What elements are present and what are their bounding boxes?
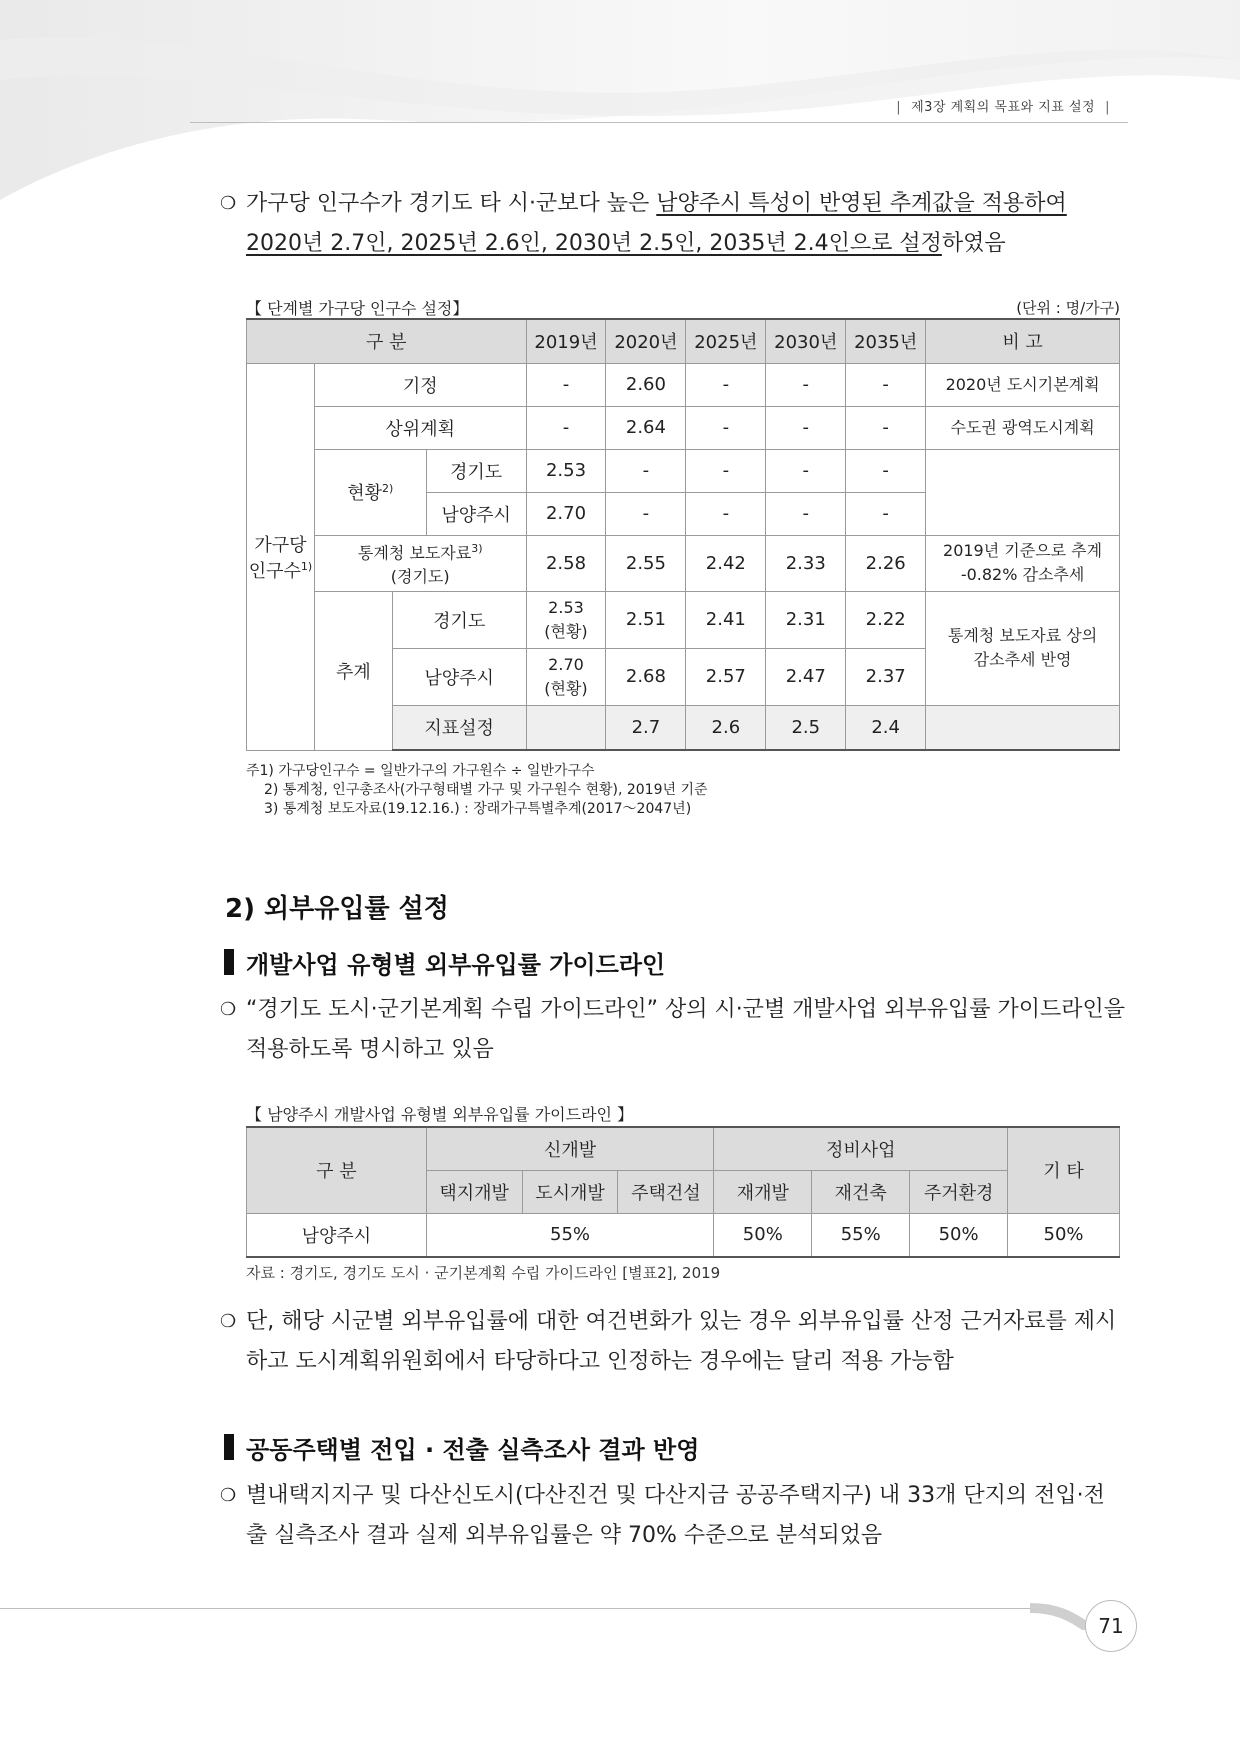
table1-footnotes [246, 762, 708, 819]
table1-header-2020: 2020년 [606, 319, 686, 363]
table2-source: 자료 : 경기도, 경기도 도시 · 군기본계획 수립 가이드라인 [별표2], 2019 [246, 1264, 721, 1282]
intro-tail-text: 하였음 [941, 231, 1006, 256]
table1-header-2030: 2030년 [766, 319, 846, 363]
table-row: 남양주시 2.70 (현황) 2.68 2.57 2.47 2.37 [247, 648, 1120, 705]
table1-header-2035: 2035년 [846, 319, 926, 363]
table1-header-note: 비 고 [926, 319, 1120, 363]
footnote-3: 3) 통계청 보도자료(19.12.16.) : 장래가구특별추계(2017～2047년) [264, 801, 692, 817]
table-row: 상위계획 - 2.64 - - - 수도권 광역도시계획 [247, 406, 1120, 449]
table-row: 통계청 보도자료$^{3)}$ (경기도) 2.58 2.55 2.42 2.33 2.26 2019년 기준으로 추계 -0.82% 감소추세 [247, 535, 1120, 591]
subsection-title-guideline: 개발사업 유형별 외부유입률 가이드라인 [246, 945, 665, 980]
guideline-paragraph: ❍ “경기도 도시·군기본계획 수립 가이드라인” 상의 시·군별 개발사업 외부유입률 가이드라인을 적용하도록 명시하고 있음 [246, 990, 1126, 1070]
inflow-guideline-table: 구 분 신개발 정비사업 기 타 택지개발 도시개발 주택건설 재개발 재건축 주거환경 남양주시 55% 50% 55% 50% 50% [246, 1126, 1120, 1258]
footnote-1: 주1) 가구당인구수 = 일반가구의 가구원수 ÷ 일반가구수 [246, 763, 595, 779]
survey-paragraph: ❍ 별내택지지구 및 다산신도시(다산진건 및 다산지금 공공주택지구) 내 33개 단지의 전입·전출 실측조사 결과 실제 외부유입률은 약 70% 수준으로 분석되었음 [246, 1476, 1126, 1556]
footer-rule [0, 1608, 1060, 1609]
table1-header-2025: 2025년 [686, 319, 766, 363]
table-row: 추계 경기도 2.53 (현황) 2.51 2.41 2.31 2.22 통계청 보도자료 상의 감소추세 반영 [247, 591, 1120, 648]
intro-text: 가구당 인구수가 경기도 타 시·군보다 높은 [246, 191, 657, 216]
chapter-title: 제3장 계획의 목표와 지표 설정 [911, 100, 1096, 115]
table1-unit: (단위 : 명/가구) [1016, 299, 1120, 317]
subsection-title-survey: 공동주택별 전입 · 전출 실측조사 결과 반영 [246, 1430, 699, 1465]
table-row: 현황$^{2)}$ 경기도 2.53 - - - - [247, 449, 1120, 492]
circle-bullet-icon: ❍ [220, 1485, 237, 1506]
target-row: 지표설정 2.7 2.6 2.5 2.4 [247, 705, 1120, 750]
table-row: 가구당 인구수$^{1)}$ 기정 - 2.60 - - - 2020년 도시기본계획 [247, 363, 1120, 406]
intro-underlined-text: 남양주시 특성이 반영된 추계값을 적용하여 2020년 2.7인, 2025년 2.6인, 2030년 2.5인, 2035년 2.4인으로 설정 [246, 191, 1067, 256]
header-rule [190, 122, 1128, 123]
table-row: 남양주시 55% 50% 55% 50% 50% [247, 1213, 1120, 1257]
group-label-cell: 가구당 인구수$^{1)}$ [247, 363, 315, 750]
page-number: 71 [1085, 1600, 1137, 1652]
section-title: 2) 외부유입률 설정 [225, 894, 449, 924]
intro-paragraph [220, 184, 1126, 264]
circle-bullet-icon: ❍ [220, 193, 237, 214]
table1-header-2019: 2019년 [526, 319, 606, 363]
square-bullet-icon [224, 949, 234, 975]
household-size-table [246, 318, 1120, 751]
table1-caption: 【 단계별 가구당 인구수 설정】 [246, 299, 469, 318]
chapter-header: | 제3장 계획의 목표와 지표 설정 | [896, 100, 1110, 115]
table1-header-gubun: 구 분 [247, 319, 527, 363]
footnote-2: 2) 통계청, 인구총조사(가구형태별 가구 및 가구원수 현황), 2019년 기준 [264, 782, 708, 798]
square-bullet-icon [224, 1434, 234, 1460]
exception-paragraph: ❍ 단, 해당 시군별 외부유입률에 대한 여건변화가 있는 경우 외부유입률 산정 근거자료를 제시하고 도시계획위원회에서 타당하다고 인정하는 경우에는 달리 적용 가능함 [246, 1302, 1126, 1382]
circle-bullet-icon: ❍ [220, 999, 237, 1020]
table2-caption: 【 남양주시 개발사업 유형별 외부유입률 가이드라인 】 [246, 1105, 634, 1124]
table-row: 남양주시 2.70 - - - - [247, 492, 1120, 535]
circle-bullet-icon: ❍ [220, 1311, 237, 1332]
footer-swoosh [1030, 1590, 1090, 1630]
